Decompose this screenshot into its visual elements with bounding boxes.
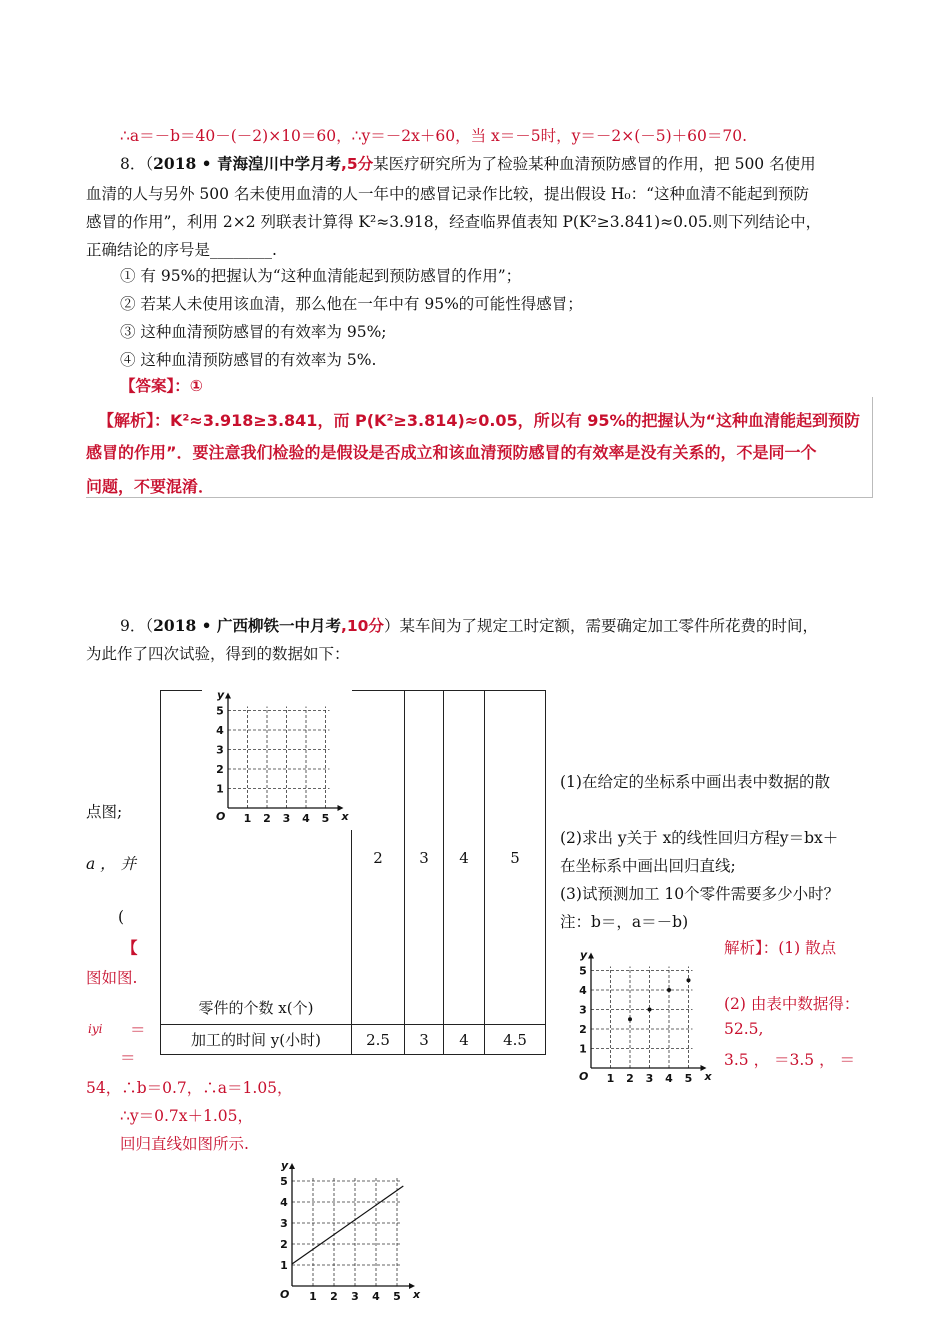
y-tick-label: 2: [280, 1238, 288, 1251]
left-fragment: 点图;: [86, 803, 123, 821]
q8-score: 5分: [346, 155, 374, 173]
x-tick-label: 5: [393, 1290, 401, 1303]
left-fragment: 【: [122, 939, 138, 957]
y-tick-label: 5: [216, 704, 224, 718]
y-tick-label: 5: [579, 964, 587, 978]
x-tick-label: 5: [321, 812, 330, 825]
left-fragment: iyi: [88, 1022, 103, 1036]
q9-line1: [120, 614, 818, 636]
table-cell-y: 2.5: [352, 1025, 405, 1055]
table-cell-x: 2: [352, 691, 405, 1025]
y-tick-label: 4: [579, 984, 587, 997]
x-tick-label: 1: [309, 1290, 317, 1303]
q9-right-text: (3)试预测加工 10个零件需要多少小时？: [560, 885, 840, 903]
y-tick-label: 4: [280, 1196, 288, 1209]
q8-line3: 感冒的作用”，利用 2×2 列联表计算得 K²≈3.918，经查临界值表知 P(K²≥3.841)≈0.05.则下列结论中，: [86, 213, 822, 231]
data-point: [667, 988, 671, 992]
q9-result-line: 回归直线如图所示.: [120, 1135, 249, 1153]
q8-analysis-line: 【解析】：K²≈3.918≥3.841，而 P(K²≥3.814)≈0.05，所以有 95%的把握认为“这种血清能起到预防: [98, 411, 861, 430]
regression-line: [292, 1186, 403, 1264]
scatter-plot: [565, 950, 715, 1090]
y-tick-label: 4: [216, 724, 224, 737]
q8-line1-rest: 某医疗研究所为了检验某种血清预防感冒的作用，把 500 名使用: [373, 155, 816, 173]
origin-label: O: [280, 1288, 290, 1301]
left-fragment: 图如图.: [86, 969, 138, 987]
q9-right-text: 注：b＝，a＝－b): [560, 913, 689, 931]
x-tick-label: 2: [626, 1072, 634, 1085]
x-tick-label: 2: [330, 1290, 338, 1303]
y-axis-arrow-icon: [289, 1163, 295, 1169]
x-tick-label: 4: [665, 1072, 673, 1085]
prev-answer-line: ∴a＝－b＝40－(－2)×10＝60，∴y＝－2x＋60，当 x＝－5时，y＝－2×(－5)＋60＝70.: [120, 127, 748, 145]
table-row-label: 加工的时间 y(小时): [161, 1025, 352, 1055]
y-tick-label: 2: [216, 763, 224, 776]
q8-source: 2018 • 青海湟川中学月考: [153, 154, 341, 173]
q9-analysis-right: (2) 由表中数据得：: [724, 995, 860, 1013]
blank-coordinate-grid: [202, 690, 352, 830]
q8-analysis-line: 感冒的作用”．要注意我们检验的是假设是否成立和该血清预防感冒的有效率是没有关系的，不是同一个: [86, 443, 817, 462]
y-axis-label: y: [580, 950, 588, 962]
x-axis-label: x: [413, 1288, 421, 1301]
x-tick-label: 5: [684, 1072, 693, 1085]
q9-right-text: (1)在给定的坐标系中画出表中数据的散: [560, 773, 830, 791]
y-tick-label: 1: [280, 1259, 288, 1272]
regression-line-plot: [268, 1158, 428, 1308]
q8-line4: 正确结论的序号是________.: [86, 241, 277, 259]
y-tick-label: 3: [579, 1003, 587, 1017]
table-row-label: 零件的个数 x(个): [161, 691, 352, 1025]
table-cell-x: 3: [405, 691, 444, 1025]
data-point: [648, 1008, 652, 1012]
q9-line2: 为此作了四次试验，得到的数据如下：: [86, 645, 350, 663]
q9-line1-rest: ）某车间为了规定工时定额，需要确定加工零件所花费的时间，: [383, 617, 818, 635]
x-axis-label: x: [341, 810, 349, 823]
q8-option: ③ 这种血清预防感冒的有效率为 95%;: [120, 323, 387, 341]
q8-option: ④ 这种血清预防感冒的有效率为 5%.: [120, 351, 377, 369]
table-cell-y: 4.5: [485, 1025, 546, 1055]
y-tick-label: 1: [579, 1042, 587, 1056]
table-cell-x: 4: [444, 691, 485, 1025]
x-tick-label: 3: [282, 812, 291, 825]
left-fragment: (: [118, 908, 125, 926]
y-tick-label: 2: [579, 1023, 587, 1036]
data-point: [687, 978, 691, 982]
x-tick-label: 1: [606, 1072, 615, 1085]
q9-result-line: ∴y＝0.7x＋1.05，: [120, 1107, 254, 1125]
y-tick-label: 5: [280, 1175, 288, 1188]
x-tick-label: 3: [351, 1290, 359, 1303]
q9-comma: ,: [340, 617, 347, 635]
x-axis-label: x: [704, 1070, 712, 1083]
table-cell-y: 4: [444, 1025, 485, 1055]
q8-line1: [120, 152, 816, 174]
q8-option: ② 若某人未使用该血清，那么他在一年中有 95%的可能性得感冒；: [120, 295, 583, 313]
table-cell-x: 5: [485, 691, 546, 1025]
q8-line2: 血清的人与另外 500 名未使用血清的人一年中的感冒记录作比较，提出假设 H₀：“这种血清不能起到预防: [86, 185, 810, 203]
y-axis-arrow-icon: [225, 693, 231, 699]
q9-right-text: (2)求出 y关于 x的线性回归方程y＝bx＋: [560, 829, 839, 847]
x-tick-label: 3: [645, 1072, 654, 1085]
origin-label: O: [579, 1070, 589, 1083]
q8-answer: 【答案】：①: [120, 377, 203, 395]
q8-number: 8．（: [120, 155, 154, 173]
left-fragment: a ， 并: [86, 855, 137, 873]
q9-source: 2018 • 广西柳铁一中月考: [153, 616, 341, 635]
q9-analysis-right: 52.5,: [724, 1020, 764, 1038]
q8-analysis-line: 问题，不要混淆．: [86, 477, 215, 496]
q9-analysis-right: 解析】：(1) 散点: [724, 939, 837, 957]
left-fragment: ＝: [130, 1021, 146, 1039]
x-tick-label: 4: [302, 812, 310, 825]
y-axis-label: y: [281, 1159, 289, 1172]
x-tick-label: 2: [263, 812, 271, 825]
y-tick-label: 3: [216, 743, 224, 757]
data-point: [628, 1017, 632, 1021]
x-tick-label: 1: [243, 812, 252, 825]
q8-option: ① 有 95%的把握认为“这种血清能起到预防感冒的作用”；: [120, 267, 522, 285]
y-tick-label: 1: [216, 782, 224, 796]
x-tick-label: 4: [372, 1290, 380, 1303]
q9-right-text: 在坐标系中画出回归直线;: [560, 857, 736, 875]
q8-comma: ,: [340, 155, 347, 173]
q9-result-line: 54，∴b＝0.7，∴a＝1.05，: [86, 1079, 293, 1097]
q9-number: 9．（: [120, 617, 154, 635]
left-fragment: ＝: [120, 1049, 136, 1067]
y-tick-label: 3: [280, 1217, 288, 1230]
y-axis-arrow-icon: [588, 953, 594, 959]
origin-label: O: [216, 810, 226, 823]
table-cell-y: 3: [405, 1025, 444, 1055]
q9-analysis-right: 3.5 ， ＝3.5 ， ＝: [724, 1051, 856, 1069]
y-axis-label: y: [217, 690, 225, 702]
q9-score: 10分: [346, 617, 384, 635]
